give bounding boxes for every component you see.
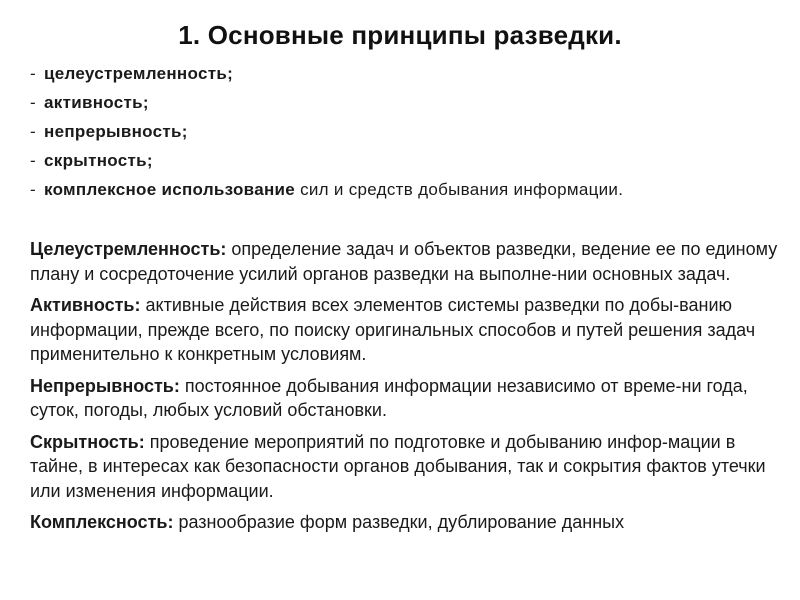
dash-marker: - <box>30 122 37 141</box>
definitions <box>30 237 780 542</box>
list-item <box>30 91 775 115</box>
list-item-text: скрытность; <box>44 151 153 170</box>
definition-text: постоянное добывания информации независимо от време-ни года, суток, погоды, любых условий обстановки. <box>30 375 748 420</box>
list-item-text: сил и средств добывания информации. <box>295 180 624 199</box>
list-item-bold: комплексное использование <box>44 180 296 199</box>
definition-paragraph <box>30 293 780 367</box>
definition-term: Непрерывность: <box>30 375 180 396</box>
definition-term: Комплексность: <box>30 512 174 532</box>
list-item-text: целеустремленность; <box>44 64 234 83</box>
list-item <box>30 149 775 173</box>
list-item <box>30 62 775 86</box>
definition-text: разнообразие форм разведки, дублирование данных <box>173 512 625 532</box>
dash-marker: - <box>30 151 37 170</box>
list-item <box>30 178 775 202</box>
definition-text: проведение мероприятий по подготовке и добыванию инфор-мации в тайне, в интересах как безопасности органов добывания, так и сокрытия фактов утечки или изменения информации. <box>30 431 766 501</box>
list-item-text: активность; <box>44 93 149 112</box>
definition-paragraph <box>30 510 780 535</box>
list-item-text: непрерывность; <box>44 122 188 141</box>
dash-marker: - <box>30 64 37 83</box>
principles-list <box>30 62 775 207</box>
definition-term: Активность: <box>30 295 141 315</box>
definition-paragraph <box>30 237 780 286</box>
definition-paragraph <box>30 430 780 504</box>
list-item <box>30 120 775 144</box>
slide-title: 1. Основные принципы разведки. <box>178 20 622 50</box>
definition-text: определение задач и объектов разведки, ведение ее по единому плану и сосредоточение усилий органов разведки на выполне-нии основных задач. <box>30 239 778 284</box>
dash-marker: - <box>30 93 37 112</box>
definition-term: Целеустремленность: <box>30 239 227 259</box>
definition-paragraph <box>30 374 780 423</box>
dash-marker: - <box>30 180 37 199</box>
definition-text: активные действия всех элементов системы разведки по добы-ванию информации, прежде всего, по поиску оригинальных способов и путей решения задач применительно к конкретным условиям. <box>30 295 756 364</box>
definition-term: Скрытность: <box>30 431 145 452</box>
